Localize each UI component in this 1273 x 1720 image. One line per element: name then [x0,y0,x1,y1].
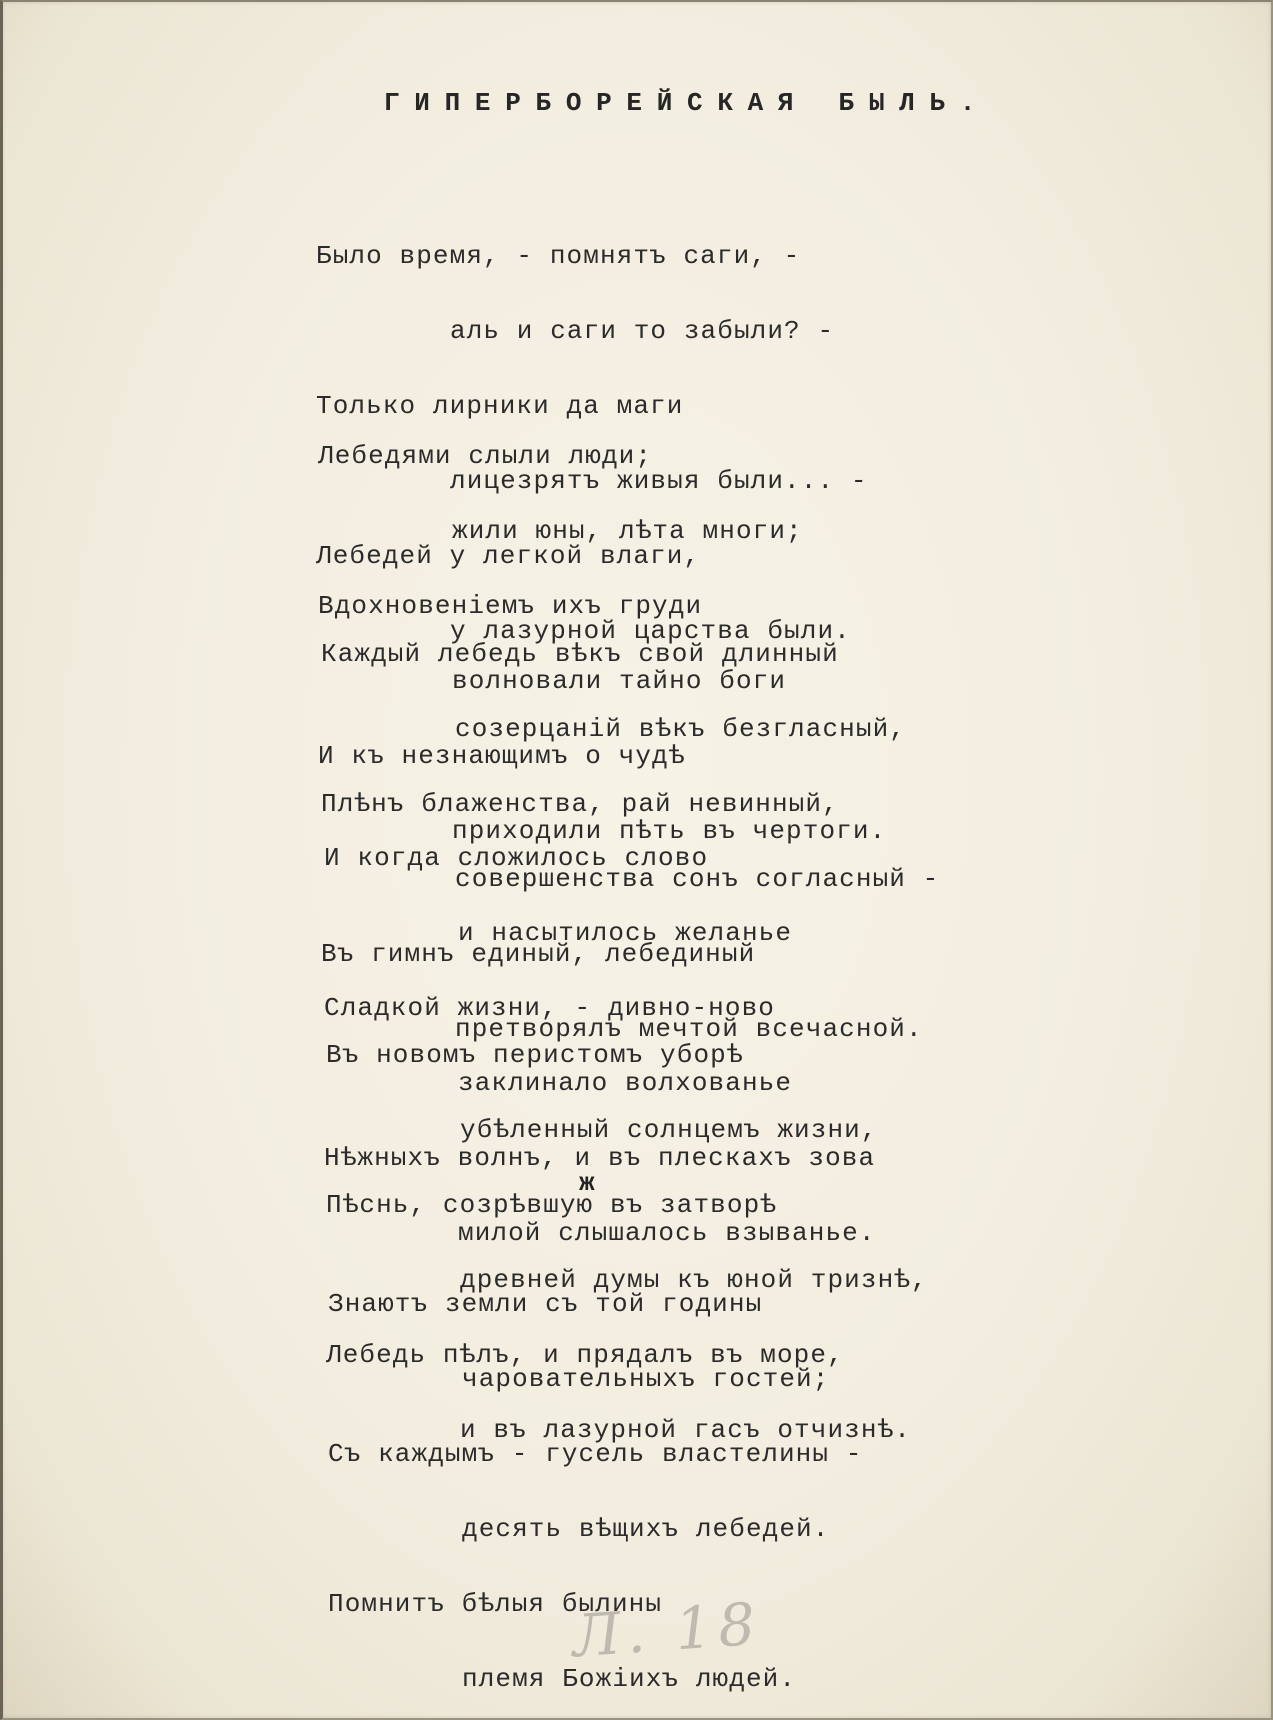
pencil-folio-number: Л. 18 [569,1589,764,1671]
poem-line: чаровательныхъ гостей; [462,1364,830,1394]
poem-line: Въ новомъ перистомъ уборѣ [326,1040,744,1070]
poem-line: волновали тайно боги [452,666,787,696]
poem-line: Было время, - помнятъ саги, - [316,241,801,271]
poem-line: Въ гимнъ единый, лебединый [321,939,756,969]
poem-line: и въ лазурной гасъ отчизнѣ. [460,1415,911,1445]
poem-title: ГИПЕРБОРЕЙСКАЯ БЫЛЬ. [384,88,991,118]
poem-line: претворялъ мечтой всечасной. [455,1014,923,1044]
poem-line: Лебедь пѣлъ, и прядалъ въ море, [326,1340,844,1370]
poem-line: Каждый лебедь вѣкъ свой длинный [321,639,839,669]
poem-line: Пѣснь, созрѣвшую въ затворѣ [326,1190,777,1220]
poem-line: убѣленный солнцемъ жизни, [460,1115,878,1145]
poem-line: десять вѣщихъ лебедей. [462,1514,830,1544]
poem-line: жили юны, лѣта многи; [452,516,803,546]
poem-line: созерцанiй вѣкъ безгласный, [455,714,906,744]
poem-line: Лебедями слыли люди; [318,441,653,471]
poem-line: лицезрятъ живыя были... - [450,466,868,496]
poem-line: И къ незнающимъ о чудѣ [318,741,686,771]
poem-line: заклинало волхованье [458,1068,793,1098]
poem-line: милой слышалось взыванье. [458,1218,876,1248]
poem-line: Плѣнъ блаженства, рай невинный, [321,789,839,819]
poem-line: И когда сложилось слово [324,843,709,873]
poem-line: Съ каждымъ - гусель властелины - [328,1439,863,1469]
poem-line: Помнитъ бѣлыя былины [328,1589,663,1619]
poem-line: и насытилось желанье [458,918,793,948]
poem-line: Вдохновенiемъ ихъ груди [318,591,703,621]
poem-line: Лебедей у легкой влаги, [316,541,701,571]
poem-line: Знаютъ земли съ той годины [328,1289,763,1319]
poem-line: Нѣжныхъ волнъ, и въ плескахъ зова [324,1143,876,1173]
poem-line: племя Божiихъ людей. [462,1664,797,1694]
poem-line: Только лирники да маги [316,391,684,421]
poem-line: у лазурной царства были. [450,616,851,646]
poem-line: аль и саги то забыли? - [450,316,835,346]
poem-line: приходили пѣть въ чертоги. [452,816,887,846]
poem-line: Сладкой жизни, - дивно-ново [324,993,775,1023]
section-separator: ж [579,1168,595,1198]
poem-line: древней думы къ юной тризнѣ, [460,1265,928,1295]
poem-line: совершенства сонъ согласный - [455,864,940,894]
